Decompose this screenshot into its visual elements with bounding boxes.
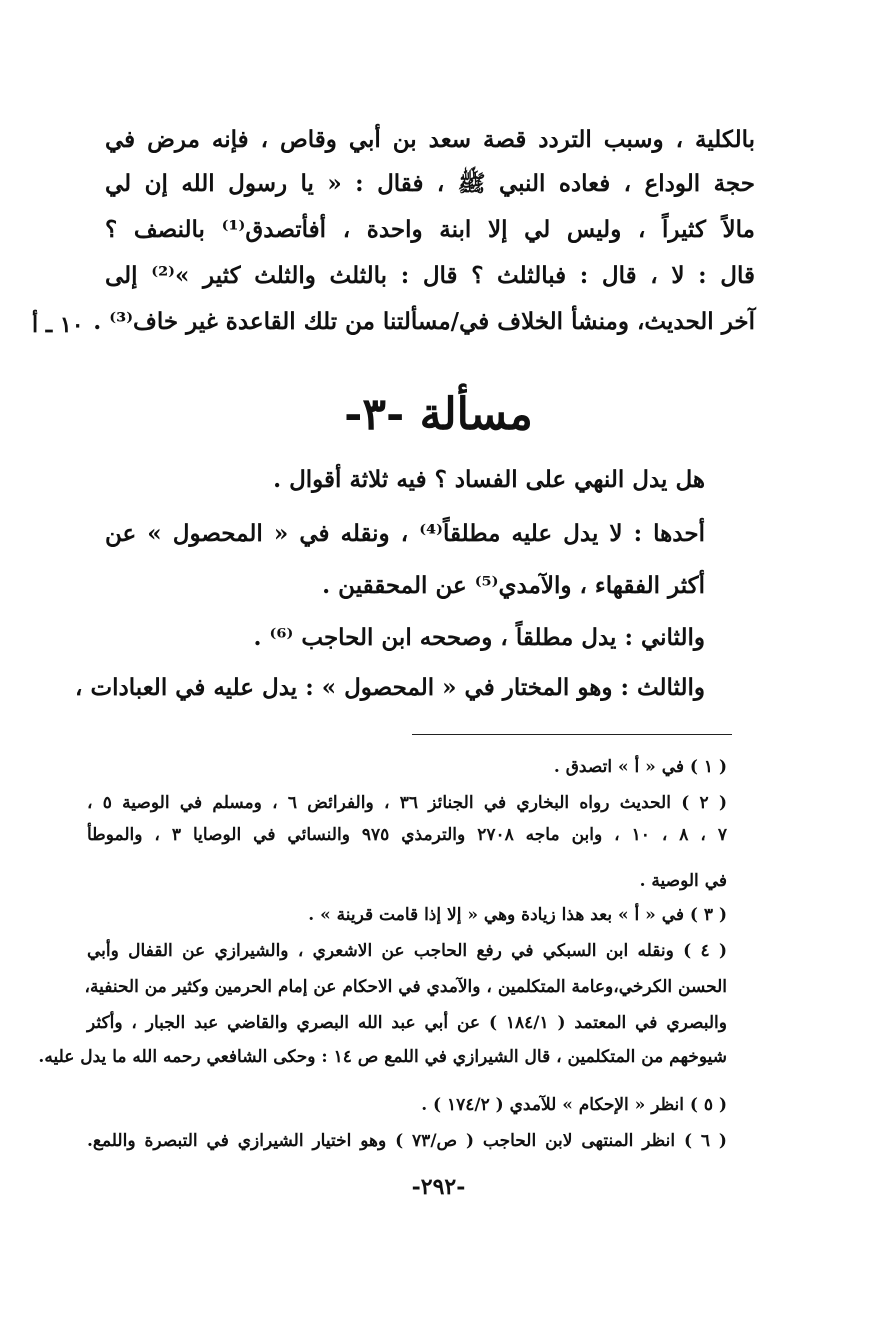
body-line-5: آخر الحديث، ومنشأ الخلاف في/مسألتنا من تلك القاعدة غير خاف⁽³⁾ .	[93, 308, 755, 335]
body-line-4: قال : لا ، قال : فبالثلث ؟ قال : بالثلث والثلث كثير »⁽²⁾ إلى	[105, 262, 755, 289]
page-number: -٢٩٢-	[411, 1174, 466, 1200]
section-line-4: والثالث : وهو المختار في « المحصول » : يدل عليه في العبادات ،	[75, 674, 705, 701]
section-heading: مسألة -٣-	[344, 389, 533, 440]
footnote-line-7: الحسن الكرخي،وعامة المتكلمين ، والآمدي في الاحكام عن إمام الحرمين وكثير من الحنفية،	[84, 977, 727, 997]
footnote-divider	[412, 734, 732, 735]
body-line-1: بالكلية ، وسبب التردد قصة سعد بن أبي وقاص ، فإنه مرض في	[105, 126, 755, 153]
section-line-2: أكثر الفقهاء ، والآمدي⁽⁵⁾ عن المحققين .	[322, 572, 705, 599]
footnote-line-4: في الوصية .	[639, 871, 727, 891]
footnote-line-5: ( ٣ ) في « أ » بعد هذا زيادة وهي « إلا إذا قامت قرينة » .	[308, 905, 727, 925]
footnote-line-2: ( ٢ ) الحديث رواه البخاري في الجنائز ٣٦ ، والفرائض ٦ ، ومسلم في الوصية ٥ ،	[87, 793, 728, 813]
footnote-line-11: ( ٦ ) انظر المنتهى لابن الحاجب ( ص/٧٣ ) وهو اختيار الشيرازي في التبصرة واللمع.	[87, 1131, 727, 1151]
footnote-line-1: ( ١ ) في « أ » اتصدق .	[553, 757, 727, 777]
footnote-line-9: شيوخهم من المتكلمين ، قال الشيرازي في اللمع ص ١٤ : وحكى الشافعي رحمه الله ما يدل عليه.	[38, 1047, 727, 1067]
section-line-1: أحدها : لا يدل عليه مطلقاً⁽⁴⁾ ، ونقله في « المحصول » عن	[105, 520, 705, 547]
section-line-3: والثاني : يدل مطلقاً ، وصححه ابن الحاجب ⁽⁶⁾ .	[253, 624, 705, 651]
section-question: هل يدل النهي على الفساد ؟ فيه ثلاثة أقوال .	[273, 466, 705, 493]
body-line-3: مالاً كثيراً ، وليس لي إلا ابنة واحدة ، أفأتصدق⁽¹⁾ بالنصف ؟	[105, 216, 756, 243]
footnote-line-3: ٧ ، ٨ ، ١٠ ، وابن ماجه ٢٧٠٨ والترمذي ٩٧٥ والنسائي في الوصايا ٣ ، والموطأ	[87, 825, 728, 845]
footnote-line-8: والبصري في المعتمد ( ١٨٤/١ ) عن أبي عبد الله البصري والقاضي عبد الجبار ، وأكثر	[87, 1013, 727, 1033]
footnote-line-10: ( ٥ ) انظر « الإحكام » للآمدي ( ١٧٤/٢ ) .	[421, 1095, 727, 1115]
body-line-2: حجة الوداع ، فعاده النبي ﷺ ، فقال : « يا رسول الله إن لي	[105, 170, 755, 197]
margin-note: ١٠ ـ أ	[32, 312, 84, 338]
footnote-line-6: ( ٤ ) ونقله ابن السبكي في رفع الحاجب عن الاشعري ، والشيرازي عن القفال وأبي	[87, 941, 727, 961]
